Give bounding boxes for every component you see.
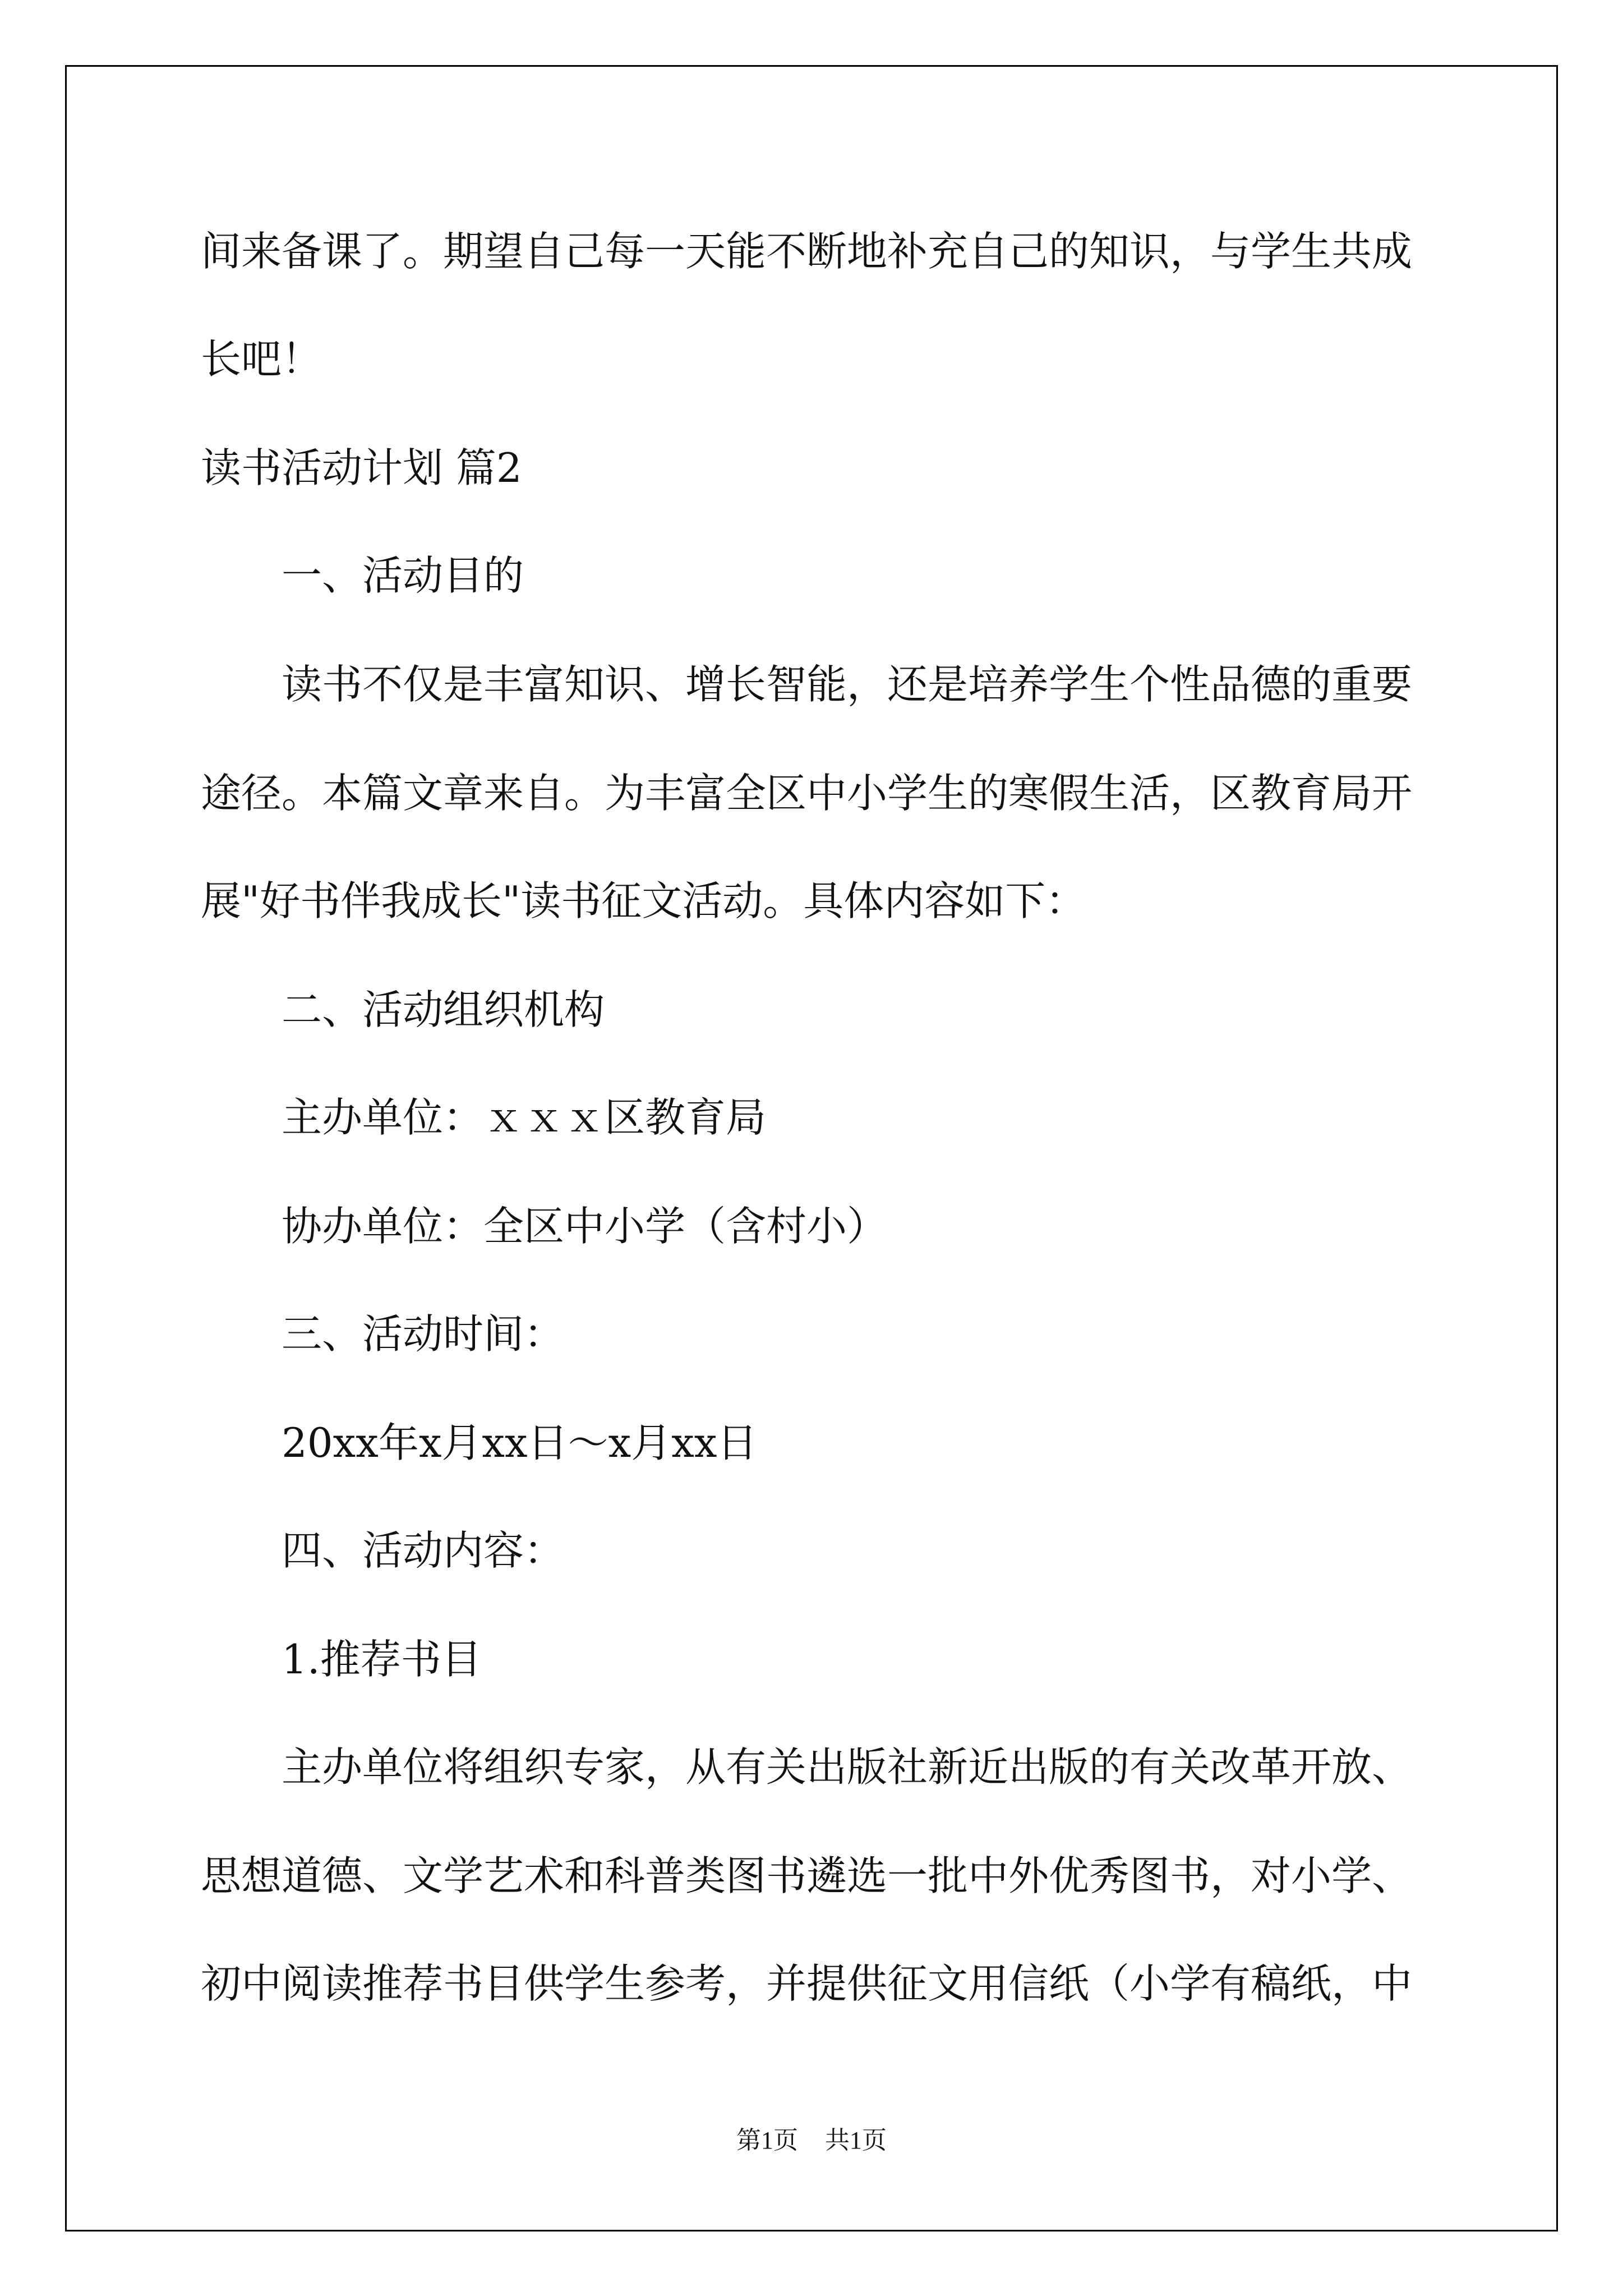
text-line: 三、活动时间： [282,1310,565,1358]
text-line: 主办单位将组织专家，从有关出版社新近出版的有关改革开放、 [282,1743,1413,1791]
text-line: 20xx年x月xx日～x月xx日 [282,1419,758,1466]
text-line: 间来备课了。期望自己每一天能不断地补充自己的知识，与学生共成 [201,228,1413,275]
text-line: 初中阅读推荐书目供学生参考，并提供征文用信纸（小学有稿纸，中 [201,1960,1413,2007]
page-number: 第1页 [736,2127,798,2154]
text-line: 二、活动组织机构 [282,986,605,1033]
text-line: 读书不仅是丰富知识、增长智能，还是培养学生个性品德的重要 [282,661,1413,708]
text-line: 途径。本篇文章来自。为丰富全区中小学生的寒假生活，区教育局开 [201,770,1413,817]
page-border [65,65,1558,2231]
page-total: 共1页 [825,2127,887,2154]
text-line: 四、活动内容： [282,1527,565,1574]
text-line: 展"好书伴我成长"读书征文活动。具体内容如下： [201,877,1086,924]
text-line: 协办单位：全区中小学（含村小） [282,1203,888,1250]
text-line: 长吧！ [201,335,322,383]
section-heading: 读书活动计划 篇2 [201,444,522,491]
text-line: 思想道德、文学艺术和科普类图书遴选一批中外优秀图书，对小学、 [201,1852,1413,1899]
text-line: 一、活动目的 [282,552,524,599]
text-line: 1.推荐书目 [282,1636,482,1683]
text-line: 主办单位：ｘｘｘ区教育局 [282,1094,767,1141]
page-footer [0,2124,1623,2157]
